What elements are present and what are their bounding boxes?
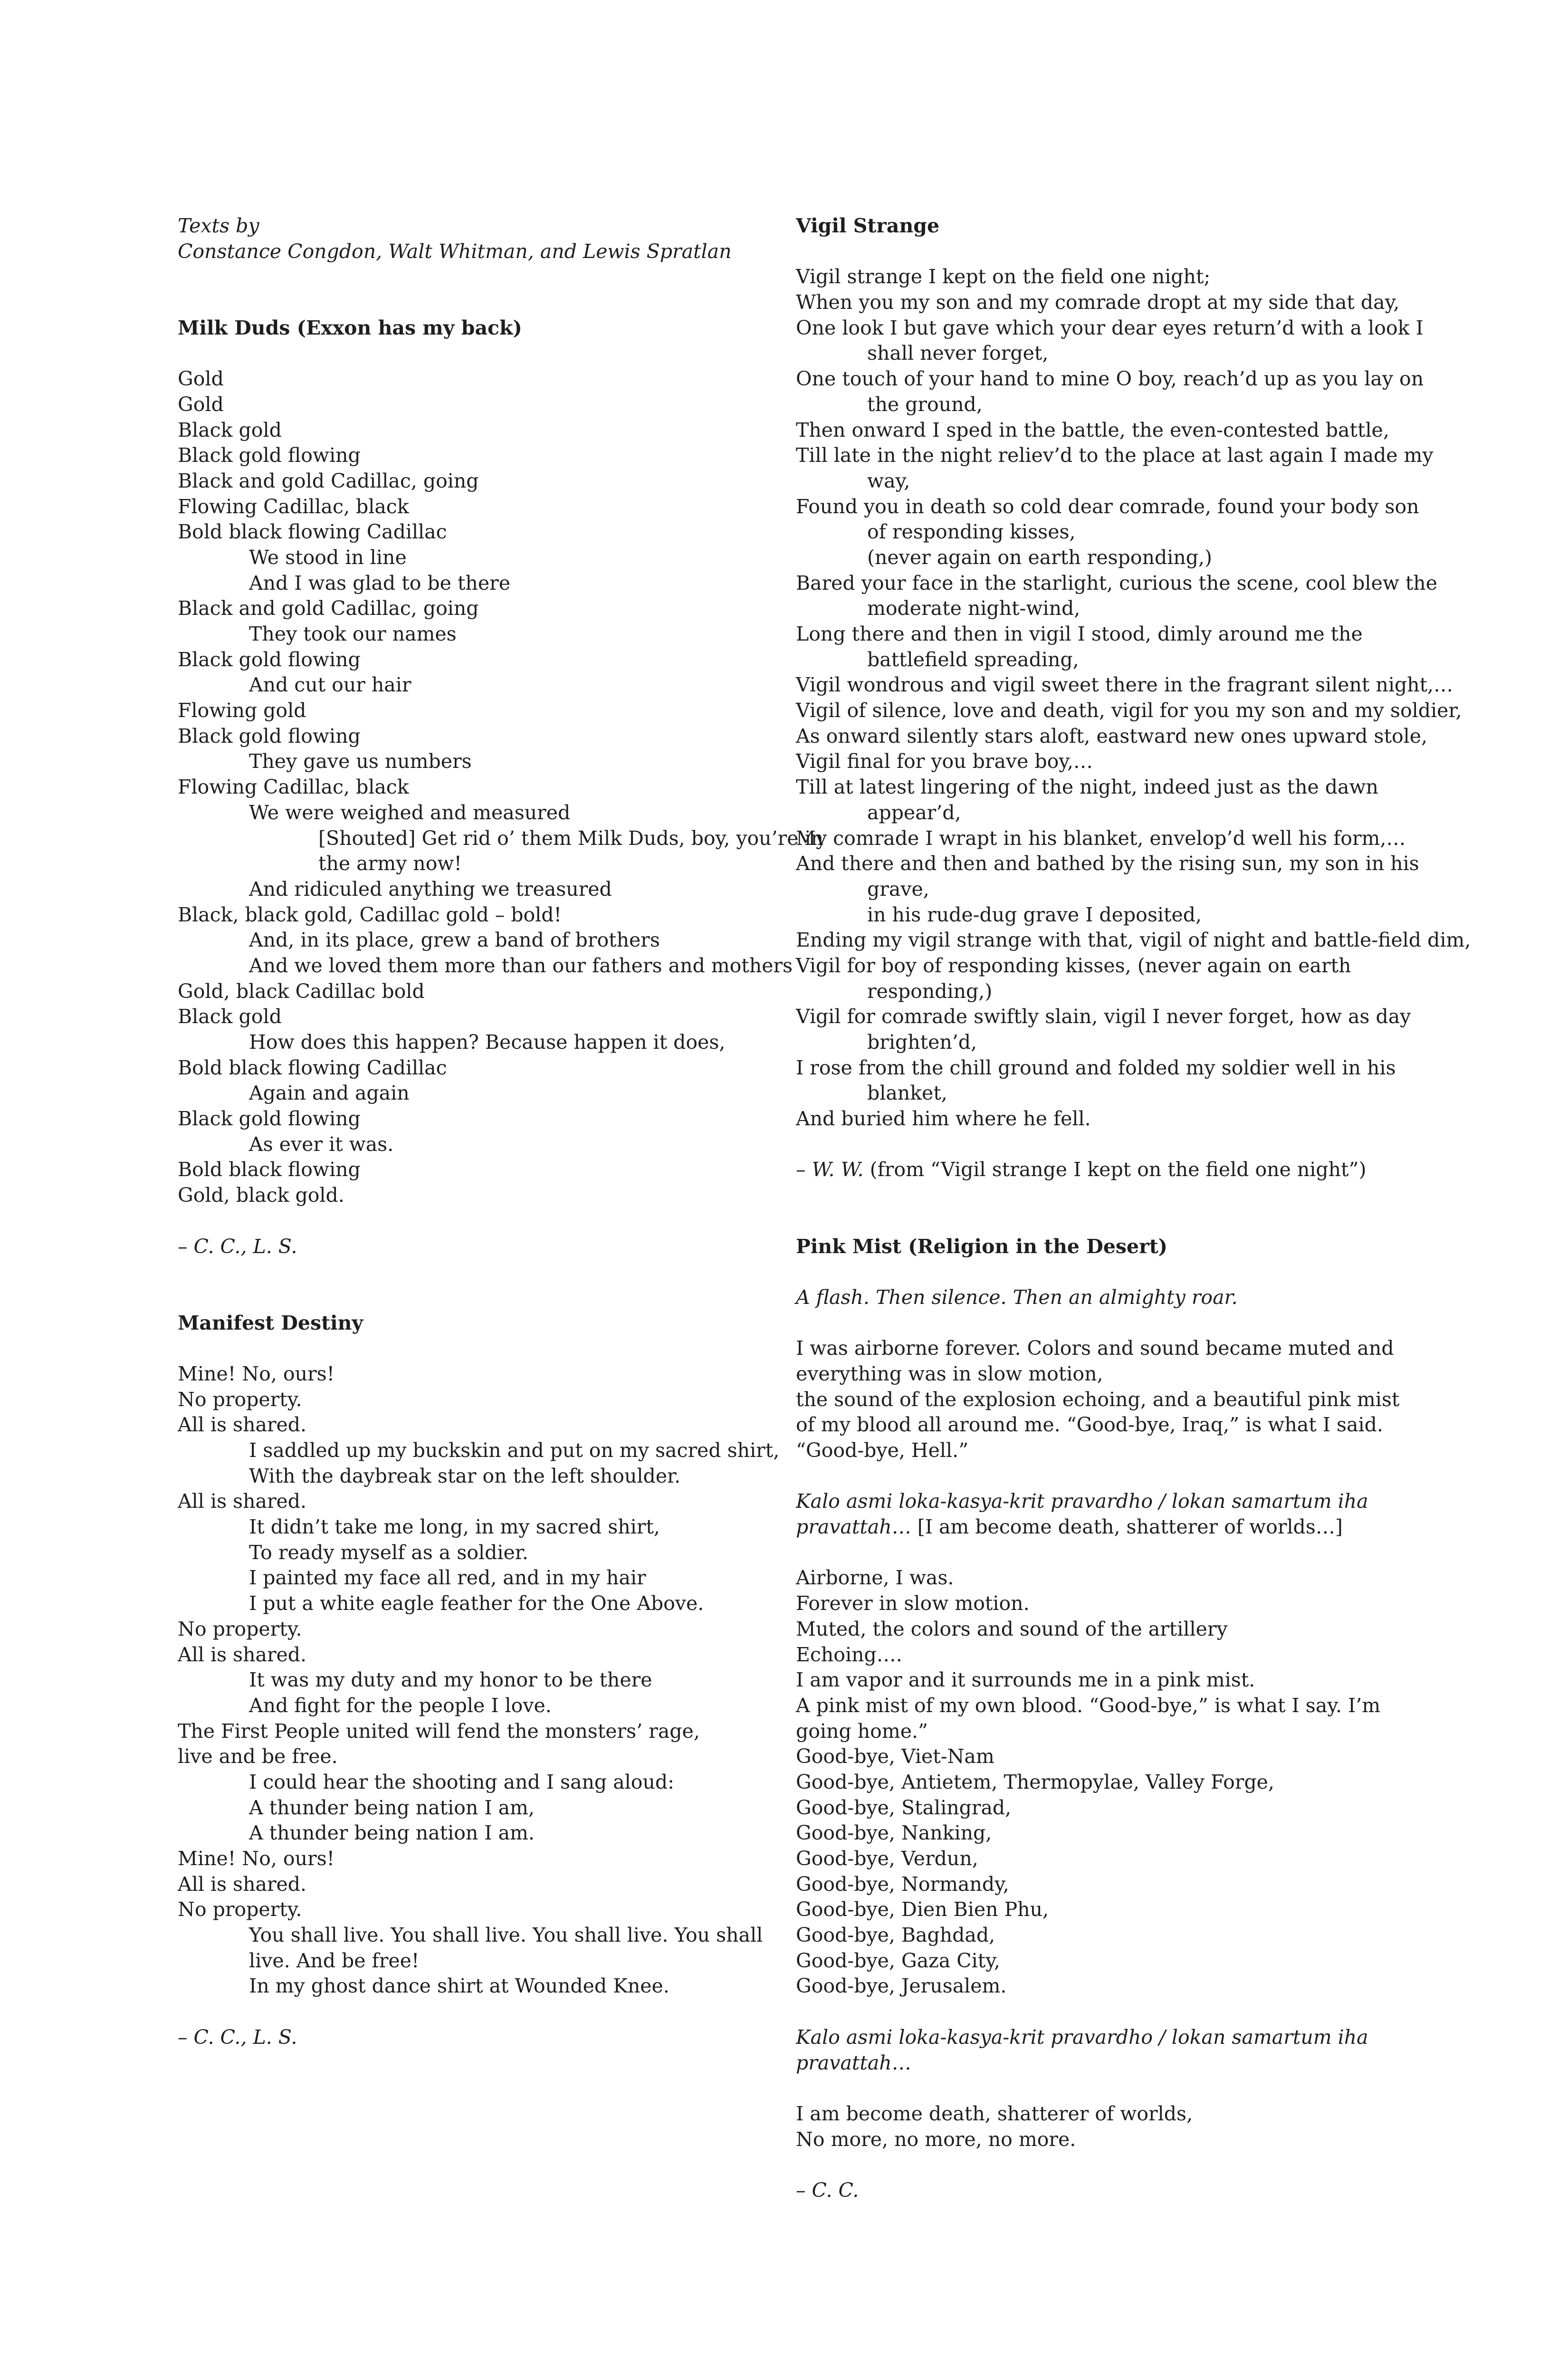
poem-line: One touch of your hand to mine O boy, reach’d up as you lay on [796, 367, 1424, 391]
poem-line: And ridiculed anything we treasured [249, 877, 612, 901]
poem-line: When you my son and my comrade dropt at my side that day, [796, 291, 1400, 314]
poem-line: Bold black flowing Cadillac [178, 520, 447, 544]
poem-line: And we loved them more than our fathers and mothers [249, 954, 793, 977]
poem-line: A thunder being nation I am, [249, 1796, 535, 1819]
poem-line: Black gold [178, 418, 282, 441]
poem-line: Bold black flowing Cadillac [178, 1056, 447, 1079]
poem-line: Flowing gold [178, 699, 306, 722]
poem-attribution: – C. C. [796, 2178, 859, 2202]
poem-line: How does this happen? Because happen it does, [249, 1031, 726, 1054]
poem-line: Bared your face in the starlight, curious the scene, cool blew the [796, 571, 1437, 594]
prose-line: I am vapor and it surrounds me in a pink mist. [796, 1668, 1255, 1692]
prose-block [796, 1336, 1409, 1463]
poem-vigil-strange [796, 213, 1471, 1183]
poem-line: Black gold [178, 1005, 282, 1028]
poem-pink-mist [796, 1234, 1409, 2204]
poem-line: battlefield spreading, [867, 648, 1079, 671]
credits-line: Constance Congdon, Walt Whitman, and Lewis Spratlan [178, 240, 732, 263]
poem-line: Again and again [249, 1082, 410, 1105]
sanskrit-line [796, 1514, 1409, 1540]
poem-manifest-destiny [178, 1311, 780, 2050]
poem-line: the ground, [867, 393, 983, 416]
poem-line: blanket, [867, 1082, 947, 1105]
poem-line: And cut our hair [249, 673, 411, 697]
poem-line: Gold, black Cadillac bold [178, 979, 425, 1003]
poem-milk-duds-exxon-has-my-back [178, 316, 824, 1259]
poem-line: Gold, black gold. [178, 1184, 344, 1207]
prose-line: going home.” [796, 1719, 928, 1743]
prose-line: Good-bye, Viet-Nam [796, 1745, 994, 1768]
prose-line: Good-bye, Dien Bien Phu, [796, 1898, 1049, 1921]
prose-line: No more, no more, no more. [796, 2127, 1076, 2151]
poem-epigraph: A flash. Then silence. Then an almighty roar. [796, 1285, 1238, 1309]
poem-line: All is shared. [178, 1490, 307, 1513]
poem-line: brighten’d, [867, 1031, 977, 1054]
prose-line: the sound of the explosion echoing, and a beautiful pink mist [796, 1388, 1400, 1411]
left-column [178, 213, 824, 2050]
prose-block [796, 1565, 1409, 1999]
poem-line: Black, black gold, Cadillac gold – bold! [178, 903, 562, 926]
poem-line: shall never forget, [867, 342, 1049, 365]
poem-line: Gold [178, 367, 224, 391]
poem-line: Vigil final for you brave boy,… [796, 750, 1093, 773]
poem-line: [Shouted] Get rid o’ them Milk Duds, boy, you’re in [318, 826, 824, 850]
prose-line: Good-bye, Baghdad, [796, 1924, 995, 1947]
prose-line: A pink mist of my own blood. “Good-bye,” is what I say. I’m [796, 1694, 1381, 1717]
poem-line: moderate night-wind, [867, 597, 1080, 620]
poem-lines [796, 264, 1471, 1131]
poem-line: Vigil for boy of responding kisses, (never again on earth [796, 954, 1351, 977]
credits-line: Texts by [178, 214, 259, 237]
poem-line: I could hear the shooting and I sang aloud: [249, 1770, 674, 1793]
prose-line: Airborne, I was. [796, 1566, 954, 1590]
prose-line: Good-bye, Verdun, [796, 1847, 978, 1870]
poem-line: Vigil for comrade swiftly slain, vigil I never forget, how as day [796, 1005, 1411, 1028]
poem-attribution: – C. C., L. S. [178, 1235, 297, 1258]
poem-line: And I was glad to be there [249, 571, 510, 594]
poem-line: Black and gold Cadillac, going [178, 469, 479, 492]
poem-line: I saddled up my buckskin and put on my sacred shirt, [249, 1439, 780, 1462]
prose-line: Forever in slow motion. [796, 1592, 1030, 1615]
poem-line: grave, [867, 877, 929, 901]
prose-block [796, 2101, 1409, 2152]
poem-line: I rose from the chill ground and folded my soldier well in his [796, 1056, 1396, 1079]
poem-line: And, in its place, grew a band of brothers [249, 929, 660, 952]
prose-line: I am become death, shatterer of worlds, [796, 2102, 1193, 2125]
prose-line: Muted, the colors and sound of the artillery [796, 1617, 1228, 1640]
poem-line: Vigil strange I kept on the field one night; [796, 265, 1211, 288]
poem-attribution: – C. C., L. S. [178, 2025, 297, 2049]
prose-line: Good-bye, Nanking, [796, 1821, 992, 1845]
poem-line: Bold black flowing [178, 1158, 361, 1181]
poem-title: Milk Duds (Exxon has my back) [178, 316, 522, 339]
poem-line: As ever it was. [249, 1132, 394, 1156]
poem-line: Mine! No, ours! [178, 1362, 335, 1385]
prose-line: Echoing…. [796, 1643, 902, 1666]
poem-line: They gave us numbers [249, 750, 472, 773]
prose-line: Good-bye, Antietem, Thermopylae, Valley Forge, [796, 1770, 1274, 1793]
poem-line: of responding kisses, [867, 520, 1076, 544]
sanskrit-block [796, 2025, 1409, 2076]
poem-line: Black and gold Cadillac, going [178, 597, 479, 620]
poem-line: Flowing Cadillac, black [178, 495, 409, 518]
poem-line: With the daybreak star on the left shoulder. [249, 1464, 681, 1487]
poem-line: Black gold flowing [178, 724, 361, 747]
poem-line: You shall live. You shall live. You shall live. You shall [249, 1924, 763, 1947]
poem-line: Flowing Cadillac, black [178, 776, 409, 799]
prose-line: everything was in slow motion, [796, 1362, 1103, 1385]
poem-attribution [796, 1157, 1409, 1183]
poem-line: They took our names [249, 623, 457, 646]
prose-line: Good-bye, Jerusalem. [796, 1974, 1007, 1998]
poem-line: Black gold flowing [178, 1107, 361, 1131]
poem-line: One look I but gave which your dear eyes return’d with a look I [796, 316, 1424, 339]
poem-line: And buried him where he fell. [796, 1107, 1091, 1131]
poem-line: Long there and then in vigil I stood, dimly around me the [796, 623, 1363, 645]
poem-line: Vigil wondrous and vigil sweet there in the fragrant silent night,… [796, 673, 1453, 697]
prose-line: Good-bye, Stalingrad, [796, 1796, 1012, 1819]
poem-line: We were weighed and measured [249, 801, 571, 824]
poem-title: Vigil Strange [796, 214, 940, 237]
poem-line: Vigil of silence, love and death, vigil for you my son and my soldier, [796, 699, 1462, 722]
poem-line: And fight for the people I love. [249, 1694, 552, 1717]
poem-line: In my ghost dance shirt at Wounded Knee. [249, 1974, 669, 1998]
prose-line: Good-bye, Gaza City, [796, 1949, 1000, 1972]
poem-line: Black gold flowing [178, 444, 361, 467]
left-poems [178, 316, 824, 2050]
poem-line: No property. [178, 1388, 302, 1411]
poem-line: The First People united will fend the monsters’ rage, [178, 1719, 700, 1743]
poem-line: Then onward I sped in the battle, the even-contested battle, [796, 418, 1389, 441]
sanskrit-line: Kalo asmi loka-kasya-krit pravardho / lokan samartum iha [796, 2025, 1368, 2049]
poem-line: It was my duty and my honor to be there [249, 1668, 652, 1692]
poem-line: As onward silently stars aloft, eastward new ones upward stole, [796, 724, 1428, 747]
poem-line: Black gold flowing [178, 648, 361, 671]
prose-line: “Good-bye, Hell.” [796, 1439, 969, 1462]
sanskrit-italic: pravattah… [796, 1515, 911, 1539]
sanskrit-line: pravattah… [796, 2051, 911, 2074]
poem-line: (never again on earth responding,) [867, 546, 1213, 569]
poem-line: A thunder being nation I am. [249, 1821, 535, 1845]
poem-line: responding,) [867, 979, 993, 1003]
poem-line: My comrade I wrapt in his blanket, envelop’d well his form,… [796, 826, 1406, 850]
sanskrit-line: Kalo asmi loka-kasya-krit pravardho / lokan samartum iha [796, 1490, 1368, 1513]
poem-line: Mine! No, ours! [178, 1847, 335, 1870]
poem-line: in his rude-dug grave I deposited, [867, 903, 1202, 926]
prose-line: of my blood all around me. “Good-bye, Iraq,” is what I said. [796, 1413, 1383, 1437]
poem-title: Manifest Destiny [178, 1311, 363, 1334]
attribution-initials: – W. W. [796, 1158, 864, 1181]
poem-line: live and be free. [178, 1745, 338, 1768]
poem-line: live. And be free! [249, 1949, 420, 1972]
poem-line: the army now! [318, 852, 462, 875]
attribution-source: (from “Vigil strange I kept on the field one night”) [863, 1158, 1367, 1181]
sanskrit-translation: [I am become death, shatterer of worlds…] [911, 1515, 1343, 1539]
prose-line: I was airborne forever. Colors and sound became muted and [796, 1337, 1394, 1360]
right-column [796, 213, 1471, 2204]
poem-line: Ending my vigil strange with that, vigil of night and battle-field dim, [796, 929, 1471, 952]
poem-title: Pink Mist (Religion in the Desert) [796, 1235, 1168, 1258]
poem-line: No property. [178, 1898, 302, 1921]
poem-line: I painted my face all red, and in my hair [249, 1566, 646, 1590]
prose-line: Good-bye, Normandy, [796, 1872, 1009, 1896]
poem-line: And there and then and bathed by the rising sun, my son in his [796, 852, 1419, 875]
poem-line: Found you in death so cold dear comrade, found your body son [796, 495, 1419, 518]
poem-line: All is shared. [178, 1643, 307, 1666]
poem-line: All is shared. [178, 1413, 307, 1437]
poem-line: No property. [178, 1617, 302, 1640]
poem-line: We stood in line [249, 546, 407, 569]
poem-line: appear’d, [867, 801, 961, 824]
poem-line: It didn’t take me long, in my sacred shirt, [249, 1515, 660, 1539]
poem-line: way, [867, 469, 910, 492]
poem-line: I put a white eagle feather for the One Above. [249, 1592, 704, 1615]
poem-line: Gold [178, 393, 224, 416]
poem-line: Till at latest lingering of the night, indeed just as the dawn [796, 776, 1378, 799]
poem-line: Till late in the night reliev’d to the place at last again I made my [796, 444, 1434, 467]
poem-line: To ready myself as a soldier. [249, 1541, 528, 1564]
poem-line: All is shared. [178, 1872, 307, 1896]
